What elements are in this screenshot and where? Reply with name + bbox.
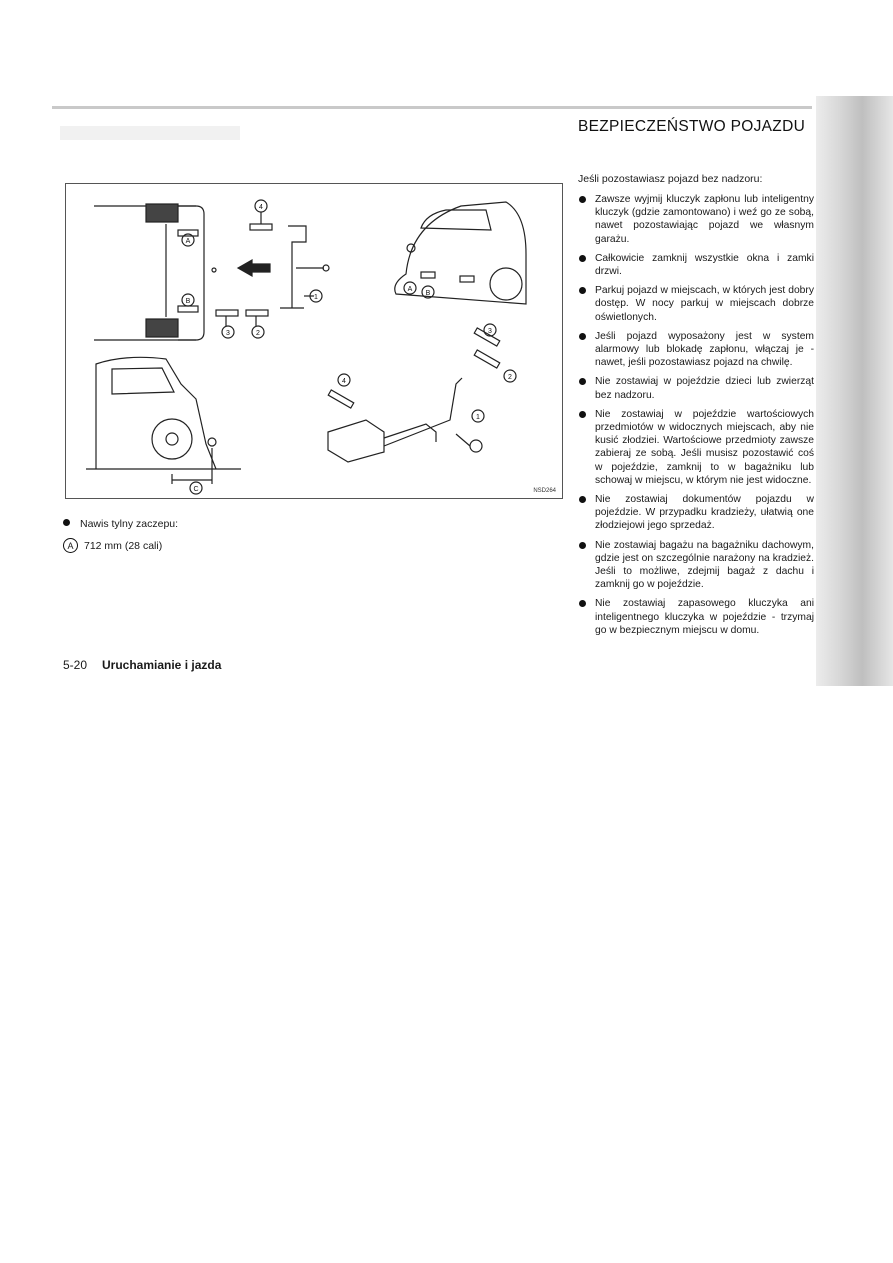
list-item: Całkowicie zamknij wszystkie okna i zamki drzwi. [578, 252, 814, 278]
list-item: Zawsze wyjmij kluczyk zapłonu lub inteligentny kluczyk (gdzie zamontowano) i weź go ze sobą, nawet pozostawiając pojazd we własnym garażu. [578, 193, 814, 246]
list-item: Jeśli pojazd wyposażony jest w system alarmowy lub blokadę zapłonu, włączaj je - nawet, jeśli pozostawiasz pojazd na chwilę. [578, 330, 814, 370]
callout-label: 2 [256, 330, 260, 337]
callout-label: C [193, 486, 199, 493]
next-page-edge [816, 96, 893, 686]
callout-label: 1 [314, 294, 318, 301]
security-bullet-list [578, 193, 814, 643]
callout-label: A [407, 286, 413, 293]
overhang-value-line [63, 538, 162, 553]
tow-hitch-figure [65, 183, 563, 499]
callout-label: 4 [259, 204, 263, 211]
list-item: Nie zostawiaj w pojeździe wartościowych przedmiotów w widocznych miejscach, aby nie kusić złodziei. Wartościowe przedmioty zawsze zabieraj ze sobą. Jeśli musisz pozostawić coś w pojeździe, zamknij to w bagażniku lub schowaj w miejscu, w którym nie jest widoczne. [578, 408, 814, 487]
figure-code: NSD264 [533, 488, 556, 494]
callout-mark: A [63, 538, 78, 553]
callout-label: 3 [226, 330, 230, 337]
note-title: Nawis tylny zaczepu: [80, 518, 179, 530]
callout-label: 4 [342, 378, 346, 385]
tow-overhang-note [63, 518, 178, 530]
list-item: Nie zostawiaj w pojeździe dzieci lub zwierząt bez nadzoru. [578, 375, 814, 401]
intro-text: Jeśli pozostawiasz pojazd bez nadzoru: [578, 173, 763, 185]
list-item: Nie zostawiaj zapasowego kluczyka ani inteligentnego kluczyka w pojeździe - trzymaj go w bezpiecznym miejscu w domu. [578, 597, 814, 637]
bullet-dot [63, 519, 70, 526]
callout-label: B [185, 298, 191, 305]
tow-hitch-illustration [66, 184, 564, 500]
callout-label: 2 [508, 374, 512, 381]
callout-label: 1 [476, 414, 480, 421]
list-item: Nie zostawiaj dokumentów pojazdu w pojeździe. W przypadku kradzieży, ułatwią one złodziejowi jego sprzedaż. [578, 493, 814, 533]
top-rule [52, 106, 812, 109]
list-item: Parkuj pojazd w miejscach, w których jest dobry dostęp. W nocy parkuj w miejscach dobrze oświetlonych. [578, 284, 814, 324]
faded-header [60, 126, 240, 140]
callout-label: A [185, 238, 191, 245]
callout-label: B [425, 290, 431, 297]
overhang-value: 712 mm (28 cali) [84, 539, 163, 552]
callout-label: 3 [488, 328, 492, 335]
section-title: BEZPIECZEŃSTWO POJAZDU [578, 118, 806, 135]
list-item: Nie zostawiaj bagażu na bagażniku dachowym, gdzie jest on szczególnie narażony na kradzież. Jeśli to możliwe, zdejmij bagaż z dachu i zamknij go w pojeździe. [578, 539, 814, 592]
page-number: 5-20 [63, 658, 88, 672]
chapter-title: Uruchamianie i jazda [102, 658, 222, 672]
